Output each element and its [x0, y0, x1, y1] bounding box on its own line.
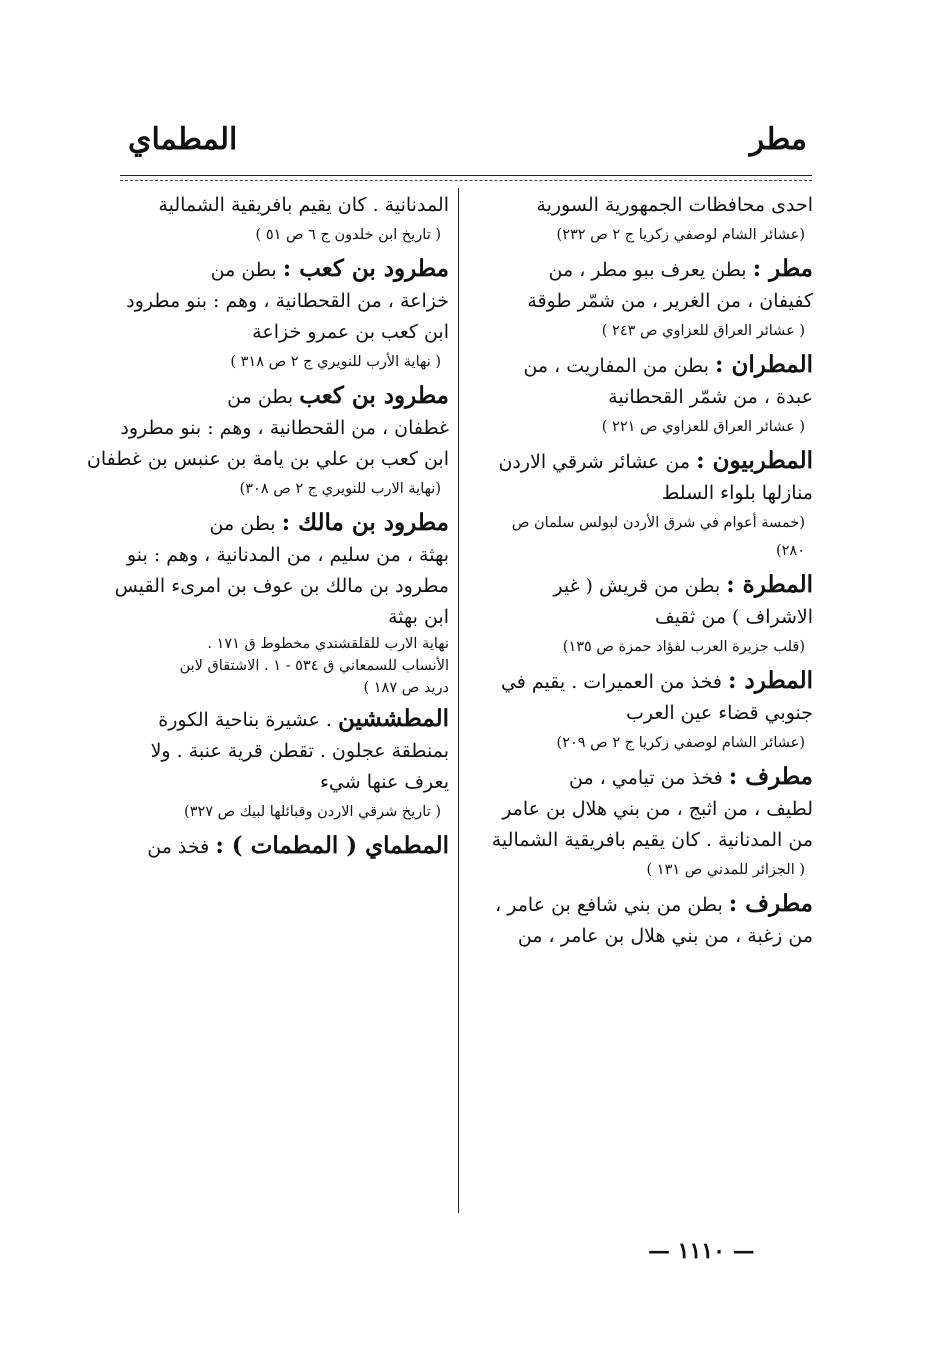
- entry-reference: ( نهاية الأرب للنويري ج ٢ ص ٣١٨ ): [230, 354, 441, 370]
- dictionary-entry: [463, 445, 813, 565]
- entry-line: [86, 444, 449, 475]
- entry-headword: المطرة :: [726, 571, 813, 598]
- dictionary-entry: [463, 190, 813, 249]
- entry-headword: المطربيون :: [696, 447, 813, 474]
- entry-text: فخذ من: [147, 836, 210, 858]
- entry-text: بطن من: [210, 259, 277, 281]
- entry-text: كفيفان ، من الغرير ، من شمّر طوقة: [527, 290, 813, 312]
- entry-reference-continued: ٢٨٠): [775, 543, 805, 559]
- right-column: [463, 190, 813, 956]
- entry-line: [463, 382, 813, 413]
- entry-text: لطيف ، من اثبج ، من بني هلال بن عامر: [502, 798, 813, 820]
- entry-reference: ( عشائر العراق للعزاوي ص ٢٢١ ): [601, 419, 805, 435]
- entry-text: بهثة ، من سليم ، من المدنانية ، وهم : بنو: [126, 544, 449, 566]
- entry-reference: (نهاية الارب للنويري ج ٢ ص ٣٠٨): [239, 481, 441, 497]
- entry-line: [97, 507, 449, 540]
- entry-reference: (عشائر الشام لوصفي زكريا ج ٢ ص ٢٠٩): [556, 735, 805, 751]
- dictionary-entry: [463, 888, 813, 952]
- entry-headword: مطرود بن مالك :: [281, 509, 449, 536]
- entry-line: [463, 825, 813, 856]
- dictionary-entry: [463, 253, 813, 345]
- entry-text: غطفان ، من القحطانية ، وهم : بنو مطرود: [120, 417, 449, 439]
- entry-reference: ( تاريخ شرقي الاردن وقبائلها لبيك ص ٣٢٧): [184, 804, 441, 820]
- entry-text: بطن من بني شافع بن عامر ،: [495, 894, 723, 916]
- running-header-left: المطماي: [128, 122, 238, 157]
- entry-reference: نهاية الارب للقلقشندي مخطوط ق ١٧١ .: [207, 636, 449, 652]
- entry-reference: ( تاريخ ابن خلدون ج ٦ ص ٥١ ): [255, 227, 441, 243]
- entry-line: [97, 736, 449, 767]
- entry-line: [97, 413, 449, 444]
- entry-line: [97, 286, 449, 317]
- page-number: — ١١١٠ —: [648, 1238, 755, 1264]
- entry-line: [463, 698, 813, 729]
- entry-headword: المطران :: [714, 351, 813, 378]
- dictionary-entry: [463, 349, 813, 441]
- entry-text: مطرود بن مالك بن عوف بن امرىء القيس: [114, 575, 449, 597]
- entry-text: منازلها بلواء السلط: [661, 482, 813, 504]
- entry-text: المدنانية . كان يقيم بافريقية الشمالية: [158, 194, 449, 216]
- entry-line: [463, 569, 813, 602]
- entry-line: [463, 602, 813, 633]
- entry-headword: مطرود بن كعب :: [282, 255, 449, 282]
- entry-headword: المطششين: [337, 705, 449, 732]
- entry-reference: دريد ص ١٨٧ ): [363, 680, 449, 696]
- entry-reference: ( الجزائر للمدني ص ١٣١ ): [646, 862, 805, 878]
- column-separator: [458, 188, 459, 1213]
- entry-text: من زغبة ، من بني هلال بن عامر ، من: [517, 925, 813, 947]
- entry-text: ابن بهثة: [387, 606, 449, 628]
- entry-line: [463, 888, 813, 921]
- entry-text: عبدة ، من شمّر القحطانية: [608, 386, 813, 408]
- entry-line: [97, 767, 449, 798]
- entry-line: [97, 253, 449, 286]
- entry-headword: المطماي ( المطمات ) :: [215, 832, 449, 859]
- dictionary-entry: [86, 380, 449, 503]
- entry-text: من المدنانية . كان يقيم بافريقية الشمالية: [491, 829, 813, 851]
- entry-text: يعرف عنها شيء: [319, 771, 449, 793]
- entry-line: [97, 602, 449, 633]
- entry-reference: الأنساب للسمعاني ق ٥٣٤ - ١ . الاشتقاق لابن: [179, 658, 449, 674]
- dictionary-entry: [97, 190, 449, 249]
- dictionary-entry: [97, 830, 449, 863]
- entry-headword: مطرف :: [728, 890, 813, 917]
- entry-reference: (عشائر الشام لوصفي زكريا ج ٢ ص ٢٣٢): [556, 227, 805, 243]
- entry-text: الاشراف ) من ثقيف: [655, 606, 813, 628]
- dictionary-entry: [97, 507, 449, 699]
- entry-headword: مطرود بن كعب: [299, 382, 449, 409]
- header-rule-dashed: [120, 180, 812, 181]
- entry-line: [97, 380, 449, 413]
- entry-line: [463, 445, 813, 478]
- left-column: [86, 190, 449, 867]
- dictionary-entry: [463, 665, 813, 757]
- entry-line: [463, 253, 813, 286]
- entry-line: [97, 571, 449, 602]
- entry-line: [463, 794, 813, 825]
- entry-text: احدى محافظات الجمهورية السورية: [536, 194, 813, 216]
- entry-line: [463, 286, 813, 317]
- entry-text: . عشيرة بناحية الكورة: [158, 709, 332, 731]
- entry-line: [463, 190, 813, 221]
- entry-text: بطن يعرف ببو مطر ، من: [548, 259, 747, 281]
- entry-text: بطن من المفاريت ، من: [523, 355, 709, 377]
- dictionary-entry: [97, 703, 449, 826]
- entry-text: بطن من: [227, 386, 294, 408]
- entry-text: خزاعة ، من القحطانية ، وهم : بنو مطرود: [126, 290, 449, 312]
- entry-line: [463, 665, 813, 698]
- entry-text: فخذ من العميرات . يقيم في: [500, 671, 722, 693]
- entry-line: [463, 921, 813, 952]
- entry-line: [97, 317, 449, 348]
- entry-line: [463, 349, 813, 382]
- entry-text: من عشائر شرقي الاردن: [498, 451, 691, 473]
- dictionary-entry: [463, 761, 813, 884]
- entry-text: ابن كعب بن عمرو خزاعة: [252, 321, 449, 343]
- entry-text: فخذ من تيامي ، من: [569, 767, 723, 789]
- entry-text: بطن من قريش ( غير: [553, 575, 721, 597]
- entry-text: ابن كعب بن علي بن يامة بن عنبس بن غطفان: [86, 448, 449, 470]
- dictionary-entry: [97, 253, 449, 376]
- entry-text: جنوبي قضاء عين العرب: [626, 702, 813, 724]
- entry-line: [463, 761, 813, 794]
- entry-line: [463, 478, 813, 509]
- entry-reference: ( عشائر العراق للعزاوي ص ٢٤٣ ): [601, 323, 805, 339]
- entry-line: [97, 703, 449, 736]
- dictionary-entry: [463, 569, 813, 661]
- running-header-right: مطر: [749, 122, 807, 157]
- entry-headword: المطرد :: [728, 667, 813, 694]
- entry-headword: مطرف :: [728, 763, 813, 790]
- entry-line: [97, 190, 449, 221]
- entry-headword: مطر :: [752, 255, 813, 282]
- entry-reference: (قلب جزيرة العرب لفؤاد حمزة ص ١٣٥): [562, 639, 805, 655]
- entry-text: بطن من: [209, 513, 276, 535]
- entry-reference: (خمسة أعوام في شرق الأردن لبولس سلمان ص: [511, 515, 805, 531]
- header-rule: [120, 175, 812, 176]
- entry-line: [97, 540, 449, 571]
- entry-line: [97, 830, 449, 863]
- entry-text: بمنطقة عجلون . تقطن قرية عنبة . ولا: [150, 740, 449, 762]
